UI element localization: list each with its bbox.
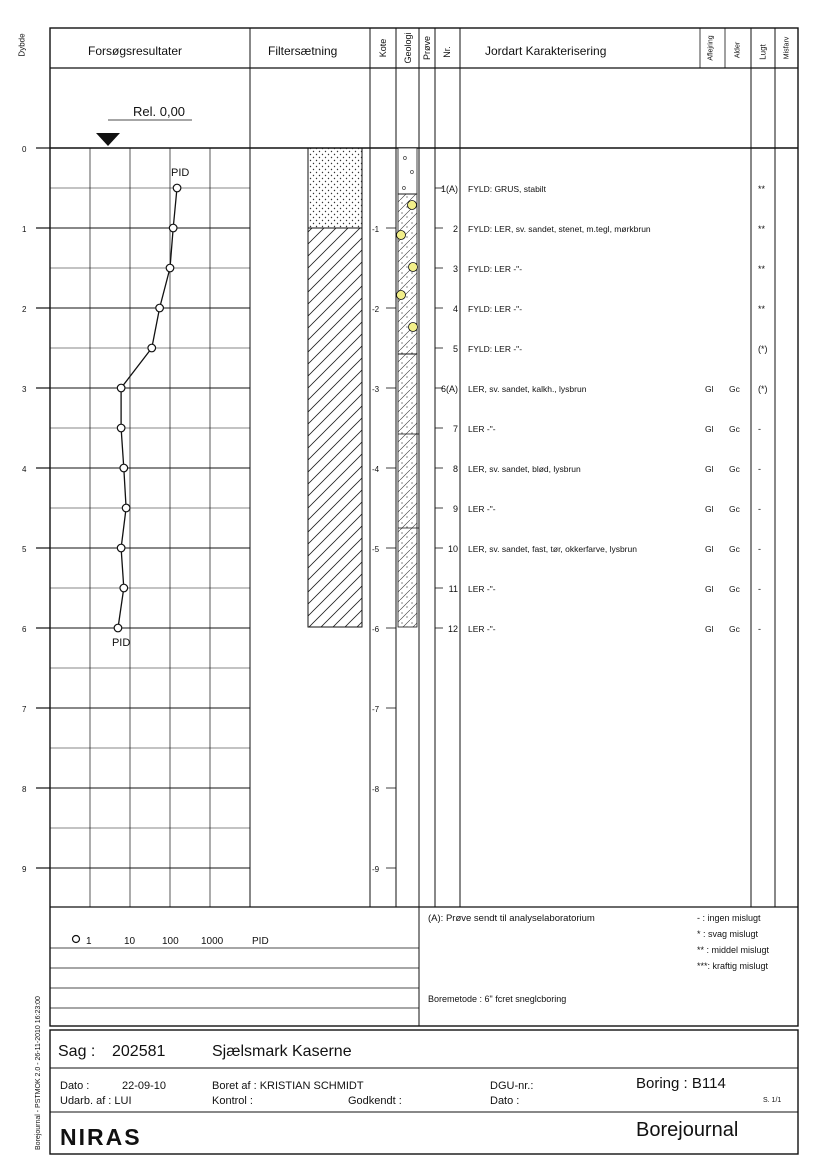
kote-tick-label: -6 (372, 625, 380, 634)
sample-alder: Gc (729, 464, 740, 474)
kontrol: Kontrol : (212, 1095, 253, 1107)
legend-smell-3: ***: kraftig mislugt (697, 961, 769, 971)
sample-marker (409, 323, 418, 332)
kote-tick-label: -2 (372, 305, 380, 314)
sample-desc: LER -"- (468, 584, 496, 594)
sample-desc: FYLD: LER -"- (468, 304, 523, 314)
header-prove: Prøve (422, 35, 432, 61)
sag-label: Sag : (58, 1043, 96, 1060)
sample-marker (397, 231, 406, 240)
geology-gravel-fill (398, 148, 417, 194)
pid-point (169, 224, 177, 232)
side-print-info: Borejournal - PSTMOK 2.0 - 26-11-2010 16:23:00 (35, 996, 42, 1150)
header-test-results: Forsøgsresultater (88, 44, 183, 58)
sample-desc: LER -"- (468, 424, 496, 434)
sample-lugt: - (758, 424, 761, 434)
legend-method: Boremetode : 6" fcret sneglcboring (428, 994, 567, 1004)
depth-tick-label: 1 (22, 225, 27, 234)
legend-note: (A): Prøve sendt til analyselaboratorium (428, 913, 595, 924)
sample-nr: 1(A) (440, 184, 458, 194)
depth-tick-label: 6 (22, 625, 27, 634)
sample-marker (409, 263, 418, 272)
header-lugt: Lugt (758, 44, 768, 60)
sample-alder: Gc (729, 424, 740, 434)
depth-tick-label: 2 (22, 305, 27, 314)
sample-nr: 2 (452, 224, 458, 234)
sample-lugt: ** (758, 184, 766, 194)
sample-nr: 5 (452, 344, 458, 354)
legend-scale-1000: 1000 (201, 936, 224, 947)
legend-scale-1: 1 (86, 936, 92, 947)
pid-point (117, 384, 125, 392)
depth-tick-label: 9 (22, 865, 27, 874)
sample-desc: LER -"- (468, 504, 496, 514)
depth-tick-label: 5 (22, 545, 27, 554)
sample-desc: LER, sv. sandet, kalkh., lysbrun (468, 384, 587, 394)
sample-desc: FYLD: GRUS, stabilt (468, 184, 546, 194)
sample-marker (408, 201, 417, 210)
header-nr: Nr. (442, 46, 452, 58)
sample-lugt: - (758, 464, 761, 474)
kote-tick-label: -1 (372, 225, 380, 234)
sample-desc: LER -"- (468, 624, 496, 634)
header-misfarv: Misfarv (783, 36, 791, 60)
sag-number: 202581 (112, 1043, 166, 1060)
pid-point (117, 424, 125, 432)
sample-nr: 6(A) (440, 384, 458, 394)
pid-point (156, 304, 164, 312)
dgu-nr: DGU-nr.: (490, 1080, 534, 1092)
pid-point (148, 344, 156, 352)
pid-point (173, 184, 181, 192)
kote-tick-label: -7 (372, 705, 380, 714)
sample-lugt: (*) (758, 344, 768, 354)
sample-alder: Gc (729, 544, 740, 554)
sample-aflejring: Gl (705, 464, 714, 474)
header-filter: Filtersætning (268, 44, 338, 58)
dato2: Dato : (490, 1095, 520, 1107)
depth-tick-label: 8 (22, 785, 27, 794)
filter-sand (308, 148, 362, 228)
depth-tick-label: 0 (22, 145, 27, 154)
sample-alder: Gc (729, 384, 740, 394)
filter-screen (308, 228, 362, 627)
depth-axis (22, 145, 50, 874)
sample-lugt: - (758, 624, 761, 634)
sample-lugt: - (758, 504, 761, 514)
kote-tick-label: -8 (372, 785, 380, 794)
pid-label-bottom: PID (111, 637, 131, 649)
boret-af: Boret af : KRISTIAN SCHMIDT (212, 1080, 364, 1092)
depth-tick-label: 3 (22, 385, 27, 394)
header-description: Jordart Karakterisering (485, 44, 607, 58)
sample-lugt: (*) (758, 384, 768, 394)
main-grid (50, 28, 798, 1026)
sample-nr: 7 (452, 424, 458, 434)
sample-nr: 10 (447, 544, 458, 554)
pid-chart-grid (90, 148, 210, 907)
legend-smell-0: - : ingen mislugt (697, 913, 761, 923)
legend-smell-1: * : svag mislugt (697, 929, 759, 939)
project-name: Sjælsmark Kaserne (212, 1043, 352, 1060)
header-depth: Dybde (17, 33, 27, 57)
dato-value: 22-09-10 (122, 1080, 167, 1092)
pid-point (122, 504, 130, 512)
header-alder: Alder (734, 41, 742, 59)
niras-logo: NIRAS (60, 1124, 142, 1150)
geology-column (398, 148, 419, 627)
sample-desc: LER, sv. sandet, blød, lysbrun (468, 464, 581, 474)
pid-line (118, 188, 177, 628)
depth-gridlines (50, 188, 250, 868)
sample-nr: 8 (452, 464, 458, 474)
sample-nr: 11 (448, 584, 458, 594)
sample-desc: LER, sv. sandet, fast, tør, okkerfarve, lysbrun (468, 544, 637, 554)
udarb-label: Udarb. af : LUI (60, 1095, 132, 1107)
svg-text:o: o (403, 155, 407, 162)
kote-tick-label: -9 (372, 865, 380, 874)
dato-label: Dato : (60, 1080, 90, 1092)
pid-series (112, 167, 189, 649)
depth-tick-label: 4 (22, 465, 27, 474)
geology-clay (398, 354, 417, 627)
sample-lugt: - (758, 544, 761, 554)
sample-lugt: ** (758, 304, 766, 314)
sample-aflejring: Gl (705, 384, 714, 394)
pid-point (117, 544, 125, 552)
godkendt: Godkendt : (348, 1095, 402, 1107)
sample-aflejring: Gl (705, 584, 714, 594)
sample-aflejring: Gl (705, 624, 714, 634)
sample-rows (435, 184, 768, 634)
legend-scale-100: 100 (162, 936, 179, 947)
depth-tick-label: 7 (22, 705, 27, 714)
svg-text:o: o (410, 169, 414, 176)
sample-aflejring: Gl (705, 544, 714, 554)
pid-label-top: PID (171, 167, 190, 179)
reference-marker (96, 104, 192, 146)
reference-label: Rel. 0,00 (133, 104, 186, 119)
pid-point (114, 624, 122, 632)
filter-column (308, 148, 362, 627)
sample-nr: 9 (452, 504, 458, 514)
sample-alder: Gc (729, 584, 740, 594)
sample-lugt: ** (758, 264, 766, 274)
kote-axis (372, 225, 396, 874)
header-kote: Kote (378, 38, 388, 58)
sample-nr: 4 (452, 304, 458, 314)
sample-aflejring: Gl (705, 504, 714, 514)
sample-lugt: - (758, 584, 761, 594)
legend-scale (73, 936, 269, 948)
sample-desc: FYLD: LER -"- (468, 264, 523, 274)
pid-point (166, 264, 174, 272)
kote-tick-label: -4 (372, 465, 380, 474)
sample-nr: 12 (447, 624, 458, 634)
sample-alder: Gc (729, 504, 740, 514)
header-geologi: Geologi (403, 32, 413, 64)
doc-type: Borejournal (636, 1119, 739, 1141)
pid-point (120, 464, 128, 472)
pid-point (120, 584, 128, 592)
sample-desc: FYLD: LER, sv. sandet, stenet, m.tegl, mørkbrun (468, 224, 651, 234)
legend-smell-2: ** : middel mislugt (697, 945, 770, 955)
sample-desc: FYLD: LER -"- (468, 344, 523, 354)
sample-aflejring: Gl (705, 424, 714, 434)
sample-lugt: ** (758, 224, 766, 234)
kote-tick-label: -3 (372, 385, 380, 394)
sample-nr: 3 (452, 264, 458, 274)
svg-text:o: o (402, 185, 406, 192)
legend-scale-10: 10 (124, 936, 136, 947)
legend-scale-unit: PID (252, 936, 269, 947)
boring-label: Boring : B114 (636, 1075, 726, 1092)
sample-alder: Gc (729, 624, 740, 634)
kote-tick-label: -5 (372, 545, 380, 554)
sample-marker (397, 291, 406, 300)
header-aflejring: Aflejring (707, 35, 715, 61)
page-number: S. 1/1 (763, 1097, 782, 1104)
